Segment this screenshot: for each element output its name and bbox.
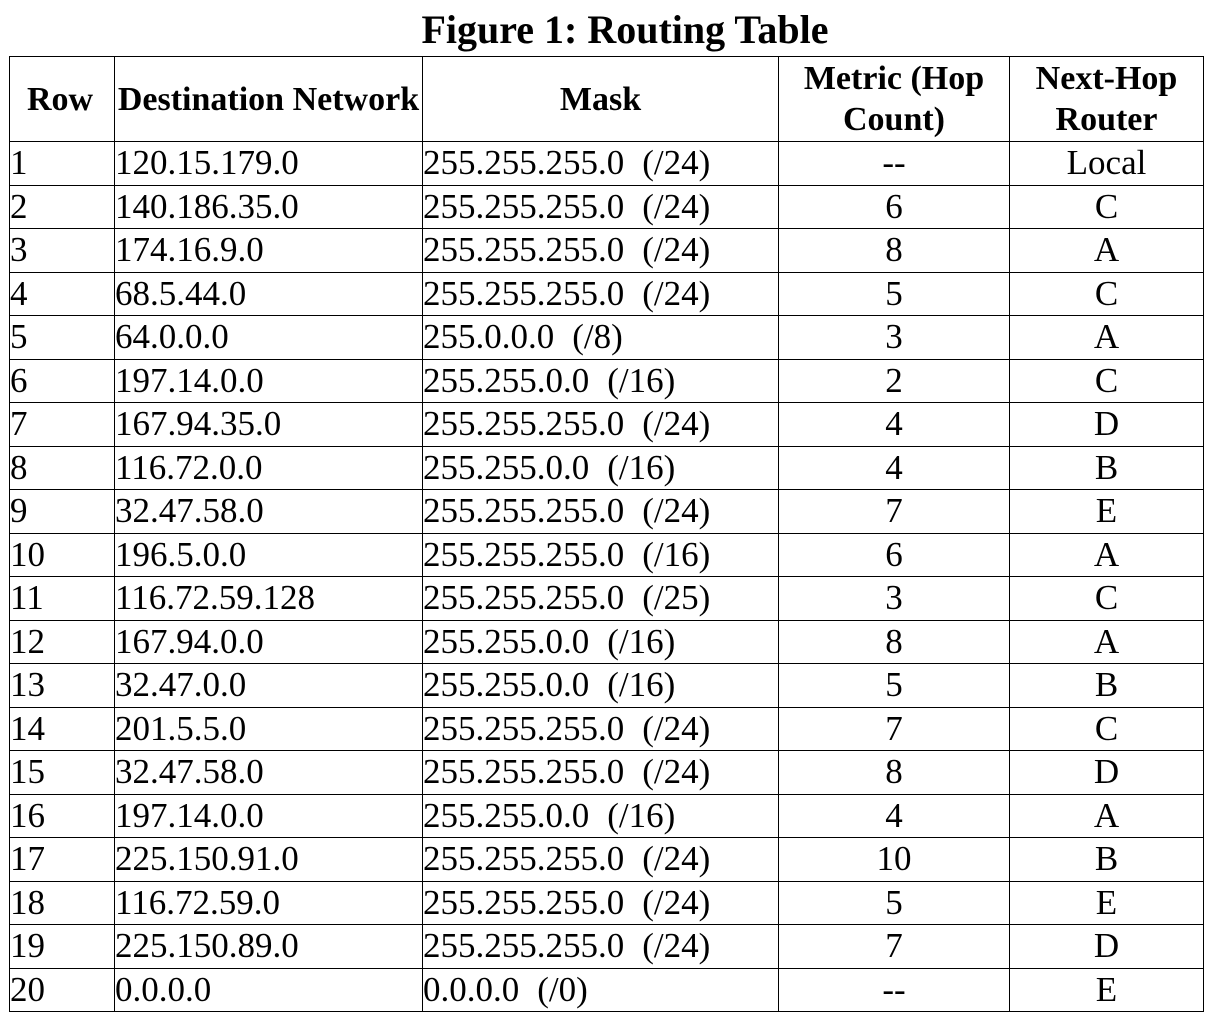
prefix-length: (/16) xyxy=(607,795,676,835)
mask-value: 255.255.0.0 xyxy=(423,360,590,400)
destination-network-cell: 32.47.0.0 xyxy=(115,664,423,708)
destination-network-cell: 64.0.0.0 xyxy=(115,316,423,360)
table-row xyxy=(10,925,1204,969)
mask-value: 255.255.255.0 xyxy=(423,273,625,313)
row-number-cell: 16 xyxy=(10,794,115,838)
next-hop-router-cell: E xyxy=(1010,968,1204,1012)
table-row xyxy=(10,359,1204,403)
row-number-cell: 5 xyxy=(10,316,115,360)
prefix-length: (/16) xyxy=(607,447,676,487)
prefix-length: (/24) xyxy=(642,708,711,748)
row-number-cell: 18 xyxy=(10,881,115,925)
mask-value: 255.255.255.0 xyxy=(423,578,625,618)
destination-network-cell: 197.14.0.0 xyxy=(115,359,423,403)
prefix-length: (/25) xyxy=(642,578,711,618)
next-hop-router-cell: Local xyxy=(1010,142,1204,186)
table-row xyxy=(10,620,1204,664)
table-row xyxy=(10,185,1204,229)
destination-network-cell: 68.5.44.0 xyxy=(115,272,423,316)
destination-network-cell: 116.72.59.128 xyxy=(115,577,423,621)
mask-cell xyxy=(423,664,779,708)
next-hop-router-cell: A xyxy=(1010,533,1204,577)
metric-cell: 4 xyxy=(779,794,1010,838)
metric-cell: 8 xyxy=(779,620,1010,664)
mask-cell xyxy=(423,185,779,229)
mask-value: 255.0.0.0 xyxy=(423,317,555,357)
table-row xyxy=(10,403,1204,447)
mask-cell xyxy=(423,490,779,534)
table-row xyxy=(10,229,1204,273)
destination-network-cell: 32.47.58.0 xyxy=(115,751,423,795)
mask-value: 255.255.255.0 xyxy=(423,839,625,879)
mask-value: 255.255.255.0 xyxy=(423,926,625,966)
destination-network-cell: 201.5.5.0 xyxy=(115,707,423,751)
prefix-length: (/8) xyxy=(572,317,623,357)
metric-cell: 7 xyxy=(779,925,1010,969)
table-row xyxy=(10,751,1204,795)
header-row xyxy=(10,57,1204,142)
metric-cell: 5 xyxy=(779,272,1010,316)
destination-network-cell: 0.0.0.0 xyxy=(115,968,423,1012)
prefix-length: (/24) xyxy=(642,752,711,792)
prefix-length: (/0) xyxy=(537,969,588,1009)
next-hop-router-cell: C xyxy=(1010,359,1204,403)
mask-value: 255.255.255.0 xyxy=(423,491,625,531)
mask-value: 255.255.0.0 xyxy=(423,795,590,835)
mask-cell xyxy=(423,272,779,316)
metric-cell: 7 xyxy=(779,707,1010,751)
row-number-cell: 17 xyxy=(10,838,115,882)
row-number-cell: 11 xyxy=(10,577,115,621)
header-row-number: Row xyxy=(10,57,115,142)
metric-cell: 5 xyxy=(779,881,1010,925)
mask-value: 255.255.255.0 xyxy=(423,230,625,270)
prefix-length: (/24) xyxy=(642,143,711,183)
destination-network-cell: 116.72.0.0 xyxy=(115,446,423,490)
row-number-cell: 4 xyxy=(10,272,115,316)
destination-network-cell: 225.150.89.0 xyxy=(115,925,423,969)
prefix-length: (/24) xyxy=(642,404,711,444)
metric-cell: 5 xyxy=(779,664,1010,708)
header-mask: Mask xyxy=(423,57,779,142)
mask-value: 255.255.255.0 xyxy=(423,534,625,574)
destination-network-cell: 167.94.0.0 xyxy=(115,620,423,664)
metric-cell: 10 xyxy=(779,838,1010,882)
metric-cell: 8 xyxy=(779,751,1010,795)
prefix-length: (/24) xyxy=(642,230,711,270)
mask-cell xyxy=(423,838,779,882)
mask-cell xyxy=(423,142,779,186)
row-number-cell: 2 xyxy=(10,185,115,229)
mask-value: 255.255.255.0 xyxy=(423,752,625,792)
next-hop-router-cell: C xyxy=(1010,707,1204,751)
mask-value: 255.255.255.0 xyxy=(423,404,625,444)
mask-value: 0.0.0.0 xyxy=(423,969,520,1009)
row-number-cell: 6 xyxy=(10,359,115,403)
next-hop-router-cell: C xyxy=(1010,185,1204,229)
table-row xyxy=(10,446,1204,490)
next-hop-router-cell: D xyxy=(1010,403,1204,447)
header-destination-network: Destination Network xyxy=(115,57,423,142)
prefix-length: (/16) xyxy=(607,360,676,400)
next-hop-router-cell: C xyxy=(1010,272,1204,316)
mask-cell xyxy=(423,316,779,360)
table-row xyxy=(10,881,1204,925)
prefix-length: (/24) xyxy=(642,273,711,313)
metric-cell: 3 xyxy=(779,577,1010,621)
table-row xyxy=(10,794,1204,838)
prefix-length: (/24) xyxy=(642,491,711,531)
destination-network-cell: 197.14.0.0 xyxy=(115,794,423,838)
next-hop-router-cell: A xyxy=(1010,794,1204,838)
mask-value: 255.255.0.0 xyxy=(423,621,590,661)
next-hop-router-cell: D xyxy=(1010,751,1204,795)
routing-table-header xyxy=(10,57,1204,142)
next-hop-router-cell: E xyxy=(1010,881,1204,925)
next-hop-router-cell: E xyxy=(1010,490,1204,534)
mask-cell xyxy=(423,925,779,969)
metric-cell: 8 xyxy=(779,229,1010,273)
metric-cell: 3 xyxy=(779,316,1010,360)
row-number-cell: 7 xyxy=(10,403,115,447)
table-row xyxy=(10,707,1204,751)
table-row xyxy=(10,316,1204,360)
destination-network-cell: 32.47.58.0 xyxy=(115,490,423,534)
mask-cell xyxy=(423,620,779,664)
destination-network-cell: 116.72.59.0 xyxy=(115,881,423,925)
mask-cell xyxy=(423,533,779,577)
mask-cell xyxy=(423,968,779,1012)
mask-cell xyxy=(423,229,779,273)
next-hop-router-cell: A xyxy=(1010,620,1204,664)
header-metric: Metric (Hop Count) xyxy=(779,57,1010,142)
table-row xyxy=(10,490,1204,534)
metric-cell: 4 xyxy=(779,446,1010,490)
row-number-cell: 9 xyxy=(10,490,115,534)
table-row xyxy=(10,142,1204,186)
metric-cell: 6 xyxy=(779,185,1010,229)
prefix-length: (/24) xyxy=(642,186,711,226)
table-row xyxy=(10,272,1204,316)
row-number-cell: 3 xyxy=(10,229,115,273)
metric-cell: 2 xyxy=(779,359,1010,403)
mask-value: 255.255.255.0 xyxy=(423,186,625,226)
header-next-hop-router: Next-Hop Router xyxy=(1010,57,1204,142)
table-row xyxy=(10,664,1204,708)
prefix-length: (/16) xyxy=(642,534,711,574)
table-row xyxy=(10,838,1204,882)
prefix-length: (/24) xyxy=(642,839,711,879)
prefix-length: (/24) xyxy=(642,926,711,966)
mask-cell xyxy=(423,881,779,925)
routing-table-body xyxy=(10,142,1204,1012)
next-hop-router-cell: B xyxy=(1010,446,1204,490)
next-hop-router-cell: D xyxy=(1010,925,1204,969)
next-hop-router-cell: B xyxy=(1010,838,1204,882)
metric-cell: 7 xyxy=(779,490,1010,534)
prefix-length: (/16) xyxy=(607,665,676,705)
row-number-cell: 10 xyxy=(10,533,115,577)
mask-value: 255.255.255.0 xyxy=(423,143,625,183)
next-hop-router-cell: A xyxy=(1010,229,1204,273)
destination-network-cell: 140.186.35.0 xyxy=(115,185,423,229)
row-number-cell: 12 xyxy=(10,620,115,664)
mask-value: 255.255.0.0 xyxy=(423,665,590,705)
metric-cell: -- xyxy=(779,142,1010,186)
metric-cell: 6 xyxy=(779,533,1010,577)
row-number-cell: 14 xyxy=(10,707,115,751)
metric-cell: -- xyxy=(779,968,1010,1012)
row-number-cell: 8 xyxy=(10,446,115,490)
mask-cell xyxy=(423,577,779,621)
next-hop-router-cell: B xyxy=(1010,664,1204,708)
row-number-cell: 13 xyxy=(10,664,115,708)
mask-value: 255.255.255.0 xyxy=(423,708,625,748)
table-row xyxy=(10,577,1204,621)
next-hop-router-cell: C xyxy=(1010,577,1204,621)
row-number-cell: 20 xyxy=(10,968,115,1012)
prefix-length: (/16) xyxy=(607,621,676,661)
destination-network-cell: 120.15.179.0 xyxy=(115,142,423,186)
row-number-cell: 15 xyxy=(10,751,115,795)
mask-cell xyxy=(423,707,779,751)
destination-network-cell: 225.150.91.0 xyxy=(115,838,423,882)
mask-cell xyxy=(423,403,779,447)
mask-cell xyxy=(423,794,779,838)
mask-value: 255.255.0.0 xyxy=(423,447,590,487)
mask-cell xyxy=(423,359,779,403)
table-row xyxy=(10,968,1204,1012)
mask-cell xyxy=(423,446,779,490)
destination-network-cell: 196.5.0.0 xyxy=(115,533,423,577)
figure-title: Figure 1: Routing Table xyxy=(421,7,829,52)
row-number-cell: 19 xyxy=(10,925,115,969)
mask-cell xyxy=(423,751,779,795)
destination-network-cell: 167.94.35.0 xyxy=(115,403,423,447)
next-hop-router-cell: A xyxy=(1010,316,1204,360)
routing-table xyxy=(9,56,1204,1012)
table-row xyxy=(10,533,1204,577)
metric-cell: 4 xyxy=(779,403,1010,447)
row-number-cell: 1 xyxy=(10,142,115,186)
prefix-length: (/24) xyxy=(642,882,711,922)
destination-network-cell: 174.16.9.0 xyxy=(115,229,423,273)
mask-value: 255.255.255.0 xyxy=(423,882,625,922)
